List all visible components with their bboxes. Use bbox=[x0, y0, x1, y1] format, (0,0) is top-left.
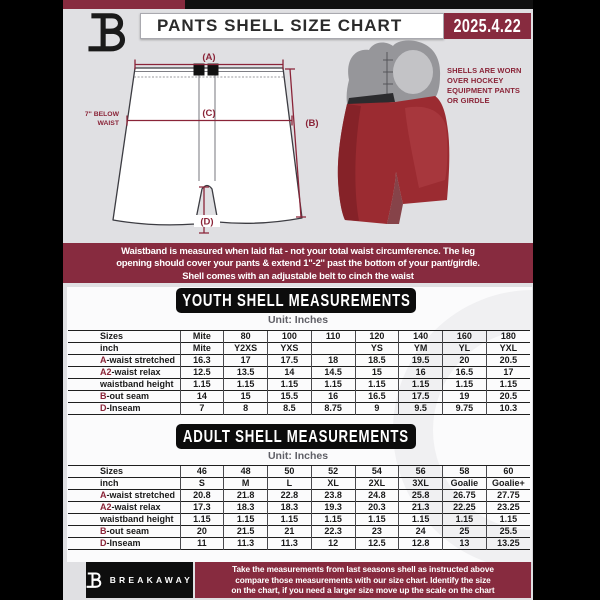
table-cell: 17.5 bbox=[399, 391, 443, 403]
table-cell: 17 bbox=[224, 355, 268, 367]
hockey-shell-photo bbox=[335, 38, 460, 238]
table-cell: 1.15 bbox=[311, 379, 355, 391]
table-cell: 19.3 bbox=[311, 502, 355, 514]
table-cell: Mite bbox=[180, 331, 224, 343]
shell-note bbox=[447, 66, 531, 106]
table-cell: 16 bbox=[311, 391, 355, 403]
row-label bbox=[68, 514, 180, 526]
table-row bbox=[68, 367, 530, 379]
table-cell: 8 bbox=[224, 403, 268, 415]
row-label-text: inch bbox=[100, 343, 119, 353]
table-row bbox=[68, 466, 530, 478]
table-cell: 56 bbox=[399, 466, 443, 478]
table-cell: 12.8 bbox=[399, 538, 443, 550]
table-cell: 52 bbox=[311, 466, 355, 478]
table-cell: YL bbox=[443, 343, 487, 355]
adult-unit-label: Unit: Inches bbox=[267, 450, 329, 462]
table-row bbox=[68, 379, 530, 391]
youth-size-table bbox=[68, 330, 530, 415]
table-cell: L bbox=[268, 478, 312, 490]
table-cell: 110 bbox=[311, 331, 355, 343]
text-line: OR GIRDLE bbox=[447, 96, 490, 105]
table-cell: 24 bbox=[399, 526, 443, 538]
table-cell: 50 bbox=[268, 466, 312, 478]
row-label bbox=[68, 466, 180, 478]
table-cell: 11 bbox=[180, 538, 224, 550]
adult-section-banner bbox=[176, 424, 416, 449]
table-cell: 10.3 bbox=[486, 403, 530, 415]
table-cell: 1.15 bbox=[399, 379, 443, 391]
row-label-text: -Inseam bbox=[106, 403, 141, 413]
text-line: compare those measurements with our size chart. Identify the size bbox=[235, 574, 491, 585]
text-line: Waistband is measured when laid flat - not your total waist circumference. The leg bbox=[121, 246, 475, 257]
shorts-outline bbox=[113, 68, 302, 225]
table-cell: 15.5 bbox=[268, 391, 312, 403]
table-row bbox=[68, 391, 530, 403]
table-cell: 2XL bbox=[355, 478, 399, 490]
row-label-prefix: A2 bbox=[100, 502, 112, 512]
youth-section-banner bbox=[176, 288, 416, 313]
table-cell: Goalie bbox=[443, 478, 487, 490]
page-title: PANTS SHELL SIZE CHART bbox=[157, 16, 403, 35]
table-cell: 58 bbox=[443, 466, 487, 478]
table-cell: 24.8 bbox=[355, 490, 399, 502]
table-cell: 180 bbox=[486, 331, 530, 343]
date-text: 2025.4.22 bbox=[453, 15, 522, 36]
row-label-prefix: A2 bbox=[100, 367, 112, 377]
table-cell: 1.15 bbox=[224, 514, 268, 526]
size-chart-page bbox=[63, 0, 533, 600]
row-label-prefix: D bbox=[100, 403, 107, 413]
table-cell: M bbox=[224, 478, 268, 490]
row-label-text: -waist stretched bbox=[106, 355, 176, 365]
table-cell: 1.15 bbox=[486, 514, 530, 526]
table-cell: 20.3 bbox=[355, 502, 399, 514]
row-label bbox=[68, 343, 180, 355]
table-cell: 16.5 bbox=[355, 391, 399, 403]
table-cell: 20.5 bbox=[486, 355, 530, 367]
table-cell: 9.75 bbox=[443, 403, 487, 415]
table-cell: 18.3 bbox=[224, 502, 268, 514]
table-cell: 100 bbox=[268, 331, 312, 343]
belt-buckle-right bbox=[208, 64, 219, 76]
table-cell: 14.5 bbox=[311, 367, 355, 379]
adult-heading: ADULT SHELL MEASUREMENTS bbox=[183, 426, 409, 446]
breakaway-b-logo-icon bbox=[83, 10, 135, 54]
table-cell bbox=[311, 343, 355, 355]
top-decorative-strip bbox=[63, 0, 533, 9]
table-cell: 1.15 bbox=[224, 379, 268, 391]
row-label-text: Sizes bbox=[100, 331, 124, 341]
text-line: OVER HOCKEY bbox=[447, 76, 504, 85]
row-label bbox=[68, 391, 180, 403]
table-cell: 1.15 bbox=[443, 379, 487, 391]
table-cell: 1.15 bbox=[355, 379, 399, 391]
table-cell: 11.3 bbox=[224, 538, 268, 550]
table-cell: YXL bbox=[486, 343, 530, 355]
table-cell: 140 bbox=[399, 331, 443, 343]
table-cell: 20.8 bbox=[180, 490, 224, 502]
table-cell: 54 bbox=[355, 466, 399, 478]
table-cell: 1.15 bbox=[486, 379, 530, 391]
table-cell: 18 bbox=[311, 355, 355, 367]
table-cell: 12 bbox=[311, 538, 355, 550]
table-cell: 1.15 bbox=[311, 514, 355, 526]
table-cell: 1.15 bbox=[268, 514, 312, 526]
youth-heading: YOUTH SHELL MEASUREMENTS bbox=[181, 290, 411, 310]
row-label-text: -Inseam bbox=[106, 538, 141, 548]
table-cell: 48 bbox=[224, 466, 268, 478]
row-label-prefix: B bbox=[100, 526, 107, 536]
row-label-text: waistband height bbox=[100, 379, 174, 389]
table-cell: 15 bbox=[224, 391, 268, 403]
label-b: (B) bbox=[305, 118, 319, 129]
waistband-info-banner bbox=[63, 243, 533, 283]
table-cell: 13 bbox=[443, 538, 487, 550]
row-label-text: -out seam bbox=[106, 391, 150, 401]
table-cell: 21 bbox=[268, 526, 312, 538]
table-cell: 25.8 bbox=[399, 490, 443, 502]
table-cell: S bbox=[180, 478, 224, 490]
table-cell: 1.15 bbox=[180, 379, 224, 391]
row-label bbox=[68, 403, 180, 415]
row-label bbox=[68, 478, 180, 490]
table-row bbox=[68, 403, 530, 415]
table-row bbox=[68, 478, 530, 490]
table-cell: 160 bbox=[443, 331, 487, 343]
table-cell: 23.8 bbox=[311, 490, 355, 502]
title-box bbox=[140, 13, 444, 39]
table-cell: 23 bbox=[355, 526, 399, 538]
text-line: opening should cover your pants & extend 1''-2'' past the bottom of your pant/girdle. bbox=[116, 258, 480, 270]
table-cell: 9 bbox=[355, 403, 399, 415]
table-cell: 8.5 bbox=[268, 403, 312, 415]
top-strip-red-segment bbox=[63, 0, 185, 9]
table-cell: Mite bbox=[180, 343, 224, 355]
table-row bbox=[68, 355, 530, 367]
table-cell: 18.3 bbox=[268, 502, 312, 514]
table-cell: YS bbox=[355, 343, 399, 355]
row-label-prefix: A bbox=[100, 490, 107, 500]
table-cell: 9.5 bbox=[399, 403, 443, 415]
table-cell: 1.15 bbox=[355, 514, 399, 526]
table-cell: 27.75 bbox=[486, 490, 530, 502]
footer-brand-box bbox=[86, 562, 193, 598]
youth-unit-label: Unit: Inches bbox=[267, 314, 329, 326]
table-cell: 20 bbox=[180, 526, 224, 538]
table-cell: 21.3 bbox=[399, 502, 443, 514]
waist-note-line1: 7" BELOW bbox=[84, 111, 119, 118]
text-line: on the chart, if you need a larger size move up the scale on the chart bbox=[231, 585, 495, 596]
table-cell: 120 bbox=[355, 331, 399, 343]
table-cell: 1.15 bbox=[268, 379, 312, 391]
table-cell: 22.3 bbox=[311, 526, 355, 538]
table-cell: 22.25 bbox=[443, 502, 487, 514]
row-label bbox=[68, 367, 180, 379]
table-cell: 12.5 bbox=[355, 538, 399, 550]
adult-size-table bbox=[68, 465, 530, 550]
label-c: (C) bbox=[202, 108, 216, 119]
footer-b-logo-icon bbox=[86, 569, 104, 591]
waist-note-line2: WAIST bbox=[97, 120, 119, 127]
pants-measurement-diagram bbox=[83, 50, 333, 235]
table-cell: YXS bbox=[268, 343, 312, 355]
text-line: Shell comes with an adjustable belt to cinch the waist bbox=[182, 270, 414, 282]
table-row bbox=[68, 490, 530, 502]
row-label-text: -waist relax bbox=[111, 367, 161, 377]
table-cell: XL bbox=[311, 478, 355, 490]
table-cell: 11.3 bbox=[268, 538, 312, 550]
belt-buckle-left bbox=[194, 64, 205, 76]
table-cell: 19.5 bbox=[399, 355, 443, 367]
row-label bbox=[68, 355, 180, 367]
table-cell: 7 bbox=[180, 403, 224, 415]
table-cell: Y2XS bbox=[224, 343, 268, 355]
table-cell: 21.5 bbox=[224, 526, 268, 538]
label-d: (D) bbox=[200, 216, 214, 228]
table-cell: 20.5 bbox=[486, 391, 530, 403]
table-cell: 17.3 bbox=[180, 502, 224, 514]
table-cell: 60 bbox=[486, 466, 530, 478]
table-cell: 19 bbox=[443, 391, 487, 403]
table-row bbox=[68, 514, 530, 526]
table-cell: 1.15 bbox=[399, 514, 443, 526]
table-row bbox=[68, 538, 530, 550]
table-cell: 20 bbox=[443, 355, 487, 367]
table-cell: 16 bbox=[399, 367, 443, 379]
table-cell: 1.15 bbox=[180, 514, 224, 526]
table-cell: 16.3 bbox=[180, 355, 224, 367]
table-cell: 18.5 bbox=[355, 355, 399, 367]
row-label-text: Sizes bbox=[100, 466, 124, 476]
date-badge bbox=[444, 13, 531, 39]
row-label bbox=[68, 331, 180, 343]
table-row bbox=[68, 526, 530, 538]
text-line: EQUIPMENT PANTS bbox=[447, 86, 521, 95]
row-label bbox=[68, 538, 180, 550]
row-label bbox=[68, 526, 180, 538]
row-label bbox=[68, 502, 180, 514]
table-cell: 22.8 bbox=[268, 490, 312, 502]
table-row bbox=[68, 343, 530, 355]
text-line: Take the measurements from last seasons shell as instructed above bbox=[232, 564, 494, 574]
table-cell: 16.5 bbox=[443, 367, 487, 379]
girdle-pad bbox=[393, 50, 433, 94]
table-cell: 17.5 bbox=[268, 355, 312, 367]
table-cell: 14 bbox=[268, 367, 312, 379]
footer-instructions bbox=[195, 562, 531, 598]
table-cell: 13.25 bbox=[486, 538, 530, 550]
table-cell: 21.8 bbox=[224, 490, 268, 502]
table-row bbox=[68, 331, 530, 343]
table-cell: 15 bbox=[355, 367, 399, 379]
table-cell: 25.5 bbox=[486, 526, 530, 538]
table-cell: 13.5 bbox=[224, 367, 268, 379]
table-cell: YM bbox=[399, 343, 443, 355]
row-label-text: waistband height bbox=[100, 514, 174, 524]
table-cell: 25 bbox=[443, 526, 487, 538]
label-a: (A) bbox=[202, 52, 216, 63]
table-cell: 8.75 bbox=[311, 403, 355, 415]
row-label-text: inch bbox=[100, 478, 119, 488]
table-cell: 12.5 bbox=[180, 367, 224, 379]
table-cell: 1.15 bbox=[443, 514, 487, 526]
table-row bbox=[68, 502, 530, 514]
row-label bbox=[68, 379, 180, 391]
table-cell: 46 bbox=[180, 466, 224, 478]
table-cell: 14 bbox=[180, 391, 224, 403]
table-cell: 3XL bbox=[399, 478, 443, 490]
table-cell: Goalie+ bbox=[486, 478, 530, 490]
row-label-prefix: D bbox=[100, 538, 107, 548]
waist-note bbox=[85, 111, 120, 127]
row-label-text: -out seam bbox=[106, 526, 150, 536]
text-line: SHELLS ARE WORN bbox=[447, 66, 522, 75]
row-label-text: -waist relax bbox=[111, 502, 161, 512]
brand-name: BREAKAWAY bbox=[109, 575, 193, 585]
row-label-text: -waist stretched bbox=[106, 490, 176, 500]
row-label bbox=[68, 490, 180, 502]
table-cell: 17 bbox=[486, 367, 530, 379]
row-label-prefix: B bbox=[100, 391, 107, 401]
row-label-prefix: A bbox=[100, 355, 107, 365]
table-cell: 26.75 bbox=[443, 490, 487, 502]
table-cell: 23.25 bbox=[486, 502, 530, 514]
table-cell: 80 bbox=[224, 331, 268, 343]
